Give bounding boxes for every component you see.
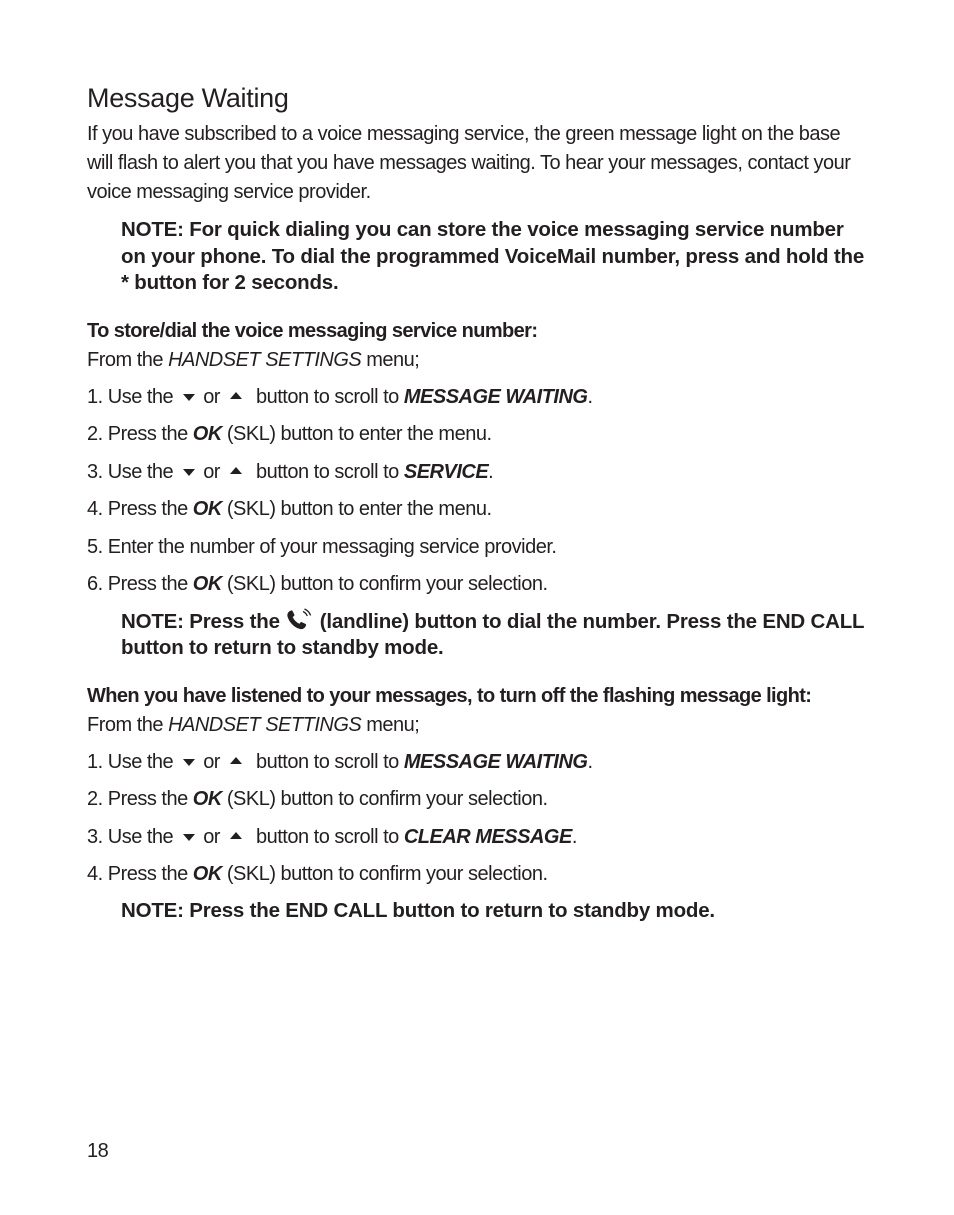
step-text: button to scroll to — [255, 750, 404, 773]
landline-phone-icon — [284, 608, 314, 632]
step-key: OK — [192, 788, 222, 810]
step-or: or — [203, 385, 220, 408]
step-item — [87, 533, 867, 562]
steps-clear — [87, 748, 867, 890]
menu-name: HANDSET SETTINGS — [168, 348, 362, 371]
step-text: (SKL) button to confirm your selection. — [221, 863, 548, 885]
up-arrow-icon — [230, 467, 242, 474]
step-key: OK — [192, 573, 222, 595]
step-or: or — [203, 460, 220, 483]
section-store-from — [87, 346, 867, 375]
step-number: 4. — [87, 863, 108, 885]
step-text: button to scroll to — [255, 385, 404, 408]
step-text: . — [571, 825, 577, 848]
page-title: Message Waiting — [87, 83, 289, 113]
step-key: MESSAGE WAITING — [403, 750, 588, 773]
manual-page — [87, 80, 867, 924]
note-quick-dial: NOTE: For quick dialing you can store the voice messaging service number on your phone. To dial the programmed VoiceMail number, press and hold the * button for 2 seconds. — [121, 218, 865, 294]
page-number: 18 — [87, 1140, 109, 1162]
step-key: SERVICE — [403, 460, 489, 483]
step-number: 1. — [87, 750, 108, 773]
step-number: 5. — [87, 535, 108, 558]
step-key: CLEAR MESSAGE — [403, 825, 572, 848]
step-text: (SKL) button to confirm your selection. — [221, 573, 548, 595]
step-number: 3. — [87, 825, 108, 848]
up-arrow-icon — [230, 832, 242, 839]
step-item — [87, 495, 867, 524]
from-post: menu; — [361, 348, 420, 371]
step-text: (SKL) button to enter the menu. — [221, 498, 492, 520]
from-post: menu; — [361, 713, 420, 736]
step-or: or — [203, 750, 220, 773]
down-arrow-icon — [183, 759, 195, 766]
step-text: Use the — [107, 750, 174, 773]
step-text: Press the — [107, 573, 193, 595]
step-text: Press the — [107, 423, 193, 445]
step-item — [87, 823, 867, 852]
step-text: Use the — [107, 825, 174, 848]
section-clear-from — [87, 711, 867, 740]
step-number: 2. — [87, 788, 108, 810]
up-arrow-icon — [230, 757, 242, 764]
down-arrow-icon — [183, 394, 195, 401]
step-item — [87, 785, 867, 814]
step-text: (SKL) button to enter the menu. — [221, 423, 492, 445]
up-arrow-icon — [230, 392, 242, 399]
step-item — [87, 570, 867, 599]
step-number: 4. — [87, 498, 108, 520]
step-text: Use the — [107, 385, 174, 408]
section-clear-heading: When you have listened to your messages, to turn off the flashing message light: — [87, 684, 812, 707]
from-pre: From the — [87, 713, 169, 736]
step-text: Press the — [107, 788, 193, 810]
step-text: . — [488, 460, 494, 483]
step-number: 6. — [87, 573, 108, 595]
step-text: Enter the number of your messaging service provider. — [107, 535, 557, 558]
step-item — [87, 860, 867, 889]
step-key: OK — [192, 423, 222, 445]
step-key: MESSAGE WAITING — [403, 385, 588, 408]
step-item — [87, 748, 867, 777]
step-item — [87, 420, 867, 449]
from-pre: From the — [87, 348, 169, 371]
note-text: (landline) button to dial the number. Press the END CALL button to return to standby mode. — [121, 609, 865, 659]
step-item — [87, 458, 867, 487]
note-end-call: NOTE: Press the END CALL button to return to standby mode. — [121, 898, 715, 922]
step-text: Use the — [107, 460, 174, 483]
note-text: NOTE: Press the — [121, 609, 280, 633]
down-arrow-icon — [183, 469, 195, 476]
step-or: or — [203, 825, 220, 848]
intro-paragraph: If you have subscribed to a voice messaging service, the green message light on the base will flash to alert you that you have messages waiting. To hear your messages, contact your voice messaging service provider. — [87, 123, 851, 203]
step-key: OK — [192, 863, 222, 885]
menu-name: HANDSET SETTINGS — [168, 713, 362, 736]
step-text: Press the — [107, 863, 193, 885]
steps-store — [87, 383, 867, 600]
step-text: button to scroll to — [255, 460, 404, 483]
down-arrow-icon — [183, 834, 195, 841]
step-text: Press the — [107, 498, 193, 520]
step-text: button to scroll to — [255, 825, 404, 848]
step-text: . — [587, 750, 593, 773]
section-store-heading: To store/dial the voice messaging service number: — [87, 319, 538, 342]
step-number: 1. — [87, 385, 108, 408]
note-landline — [121, 608, 867, 662]
step-text: (SKL) button to confirm your selection. — [221, 788, 548, 810]
step-key: OK — [192, 498, 222, 520]
step-item — [87, 383, 867, 412]
step-text: . — [587, 385, 593, 408]
step-number: 2. — [87, 423, 108, 445]
step-number: 3. — [87, 460, 108, 483]
